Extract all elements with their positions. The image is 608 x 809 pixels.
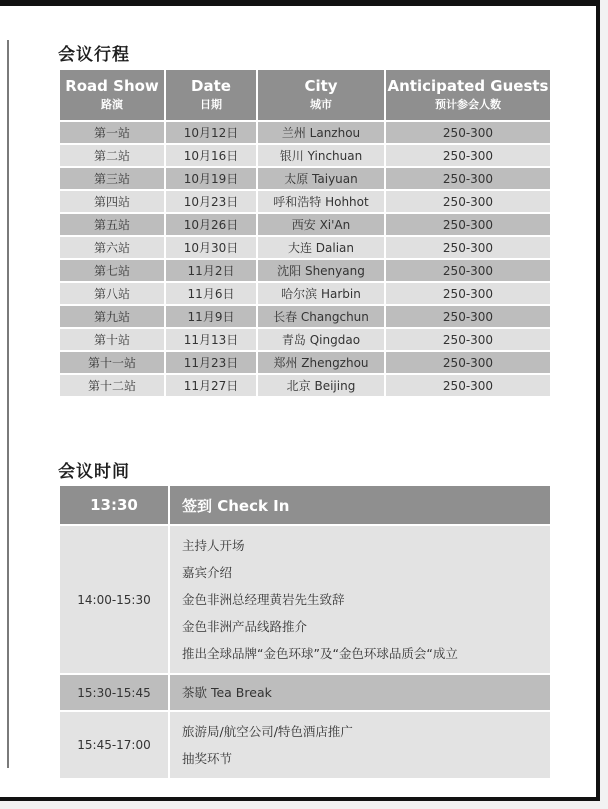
schedule-time: 14:00-15:30 [59,525,169,674]
date-cell: 11月13日 [165,328,257,351]
stop-cell: 第六站 [59,236,165,259]
table-row [59,305,551,328]
guests-cell: 250-300 [385,305,551,328]
guests-cell: 250-300 [385,351,551,374]
header-roadshow [59,69,165,121]
schedule-item: 旅游局/航空公司/特色酒店推广 [182,724,353,739]
table-row [59,121,551,144]
table-row [59,259,551,282]
itinerary-header-row [59,69,551,121]
date-cell: 11月6日 [165,282,257,305]
stop-cell: 第二站 [59,144,165,167]
date-cell: 10月16日 [165,144,257,167]
guests-cell: 250-300 [385,213,551,236]
table-row [59,328,551,351]
itinerary-title: 会议行程 [58,45,130,65]
schedule-item: 推出全球品牌“金色环球”及“金色环球品质会“成立 [182,646,458,661]
header-guests-zh: 预计参会人数 [435,98,501,111]
itinerary-table [58,68,552,398]
date-cell: 10月23日 [165,190,257,213]
header-city [257,69,385,121]
stop-cell: 第八站 [59,282,165,305]
guests-cell: 250-300 [385,167,551,190]
date-cell: 10月26日 [165,213,257,236]
guests-cell: 250-300 [385,121,551,144]
city-cell: 太原 Taiyuan [257,167,385,190]
schedule-header-row [59,485,551,525]
guests-cell: 250-300 [385,144,551,167]
date-cell: 11月2日 [165,259,257,282]
header-roadshow-zh: 路演 [101,98,123,111]
schedule-item: 茶歇 Tea Break [182,685,272,700]
schedule-item: 抽奖环节 [182,751,233,766]
guests-cell: 250-300 [385,259,551,282]
schedule-item: 主持人开场 [182,538,245,553]
date-cell: 11月27日 [165,374,257,397]
stop-cell: 第十一站 [59,351,165,374]
schedule-item: 金色非洲产品线路推介 [182,619,308,634]
guests-cell: 250-300 [385,236,551,259]
table-row [59,144,551,167]
header-roadshow-en: Road Show [65,77,159,95]
city-cell: 沈阳 Shenyang [257,259,385,282]
date-cell: 10月30日 [165,236,257,259]
schedule-time: 15:30-15:45 [59,674,169,711]
header-date-zh: 日期 [200,98,222,111]
schedule-activities [169,525,551,674]
checkin-time: 13:30 [59,485,169,525]
city-cell: 长春 Changchun [257,305,385,328]
city-cell: 北京 Beijing [257,374,385,397]
table-row [59,190,551,213]
stop-cell: 第三站 [59,167,165,190]
table-row [59,167,551,190]
city-cell: 青岛 Qingdao [257,328,385,351]
checkin-label: 签到 Check In [169,485,551,525]
stop-cell: 第十二站 [59,374,165,397]
table-row [59,282,551,305]
stop-cell: 第一站 [59,121,165,144]
header-date-en: Date [191,77,231,95]
schedule-activities [169,674,551,711]
table-row [59,351,551,374]
header-guests-en: Anticipated Guests [387,77,549,95]
header-city-zh: 城市 [310,98,332,111]
schedule-row [59,711,551,779]
table-row [59,236,551,259]
stop-cell: 第四站 [59,190,165,213]
guests-cell: 250-300 [385,282,551,305]
left-rule [7,40,9,768]
table-row [59,374,551,397]
city-cell: 银川 Yinchuan [257,144,385,167]
right-margin [600,0,608,809]
date-cell: 10月19日 [165,167,257,190]
header-city-en: City [304,77,338,95]
schedule-row [59,674,551,711]
schedule-item: 金色非洲总经理黄岩先生致辞 [182,592,345,607]
bottom-margin [0,801,608,809]
schedule-table [58,484,552,780]
city-cell: 大连 Dalian [257,236,385,259]
schedule-title: 会议时间 [58,462,130,482]
date-cell: 10月12日 [165,121,257,144]
header-date [165,69,257,121]
table-row [59,213,551,236]
guests-cell: 250-300 [385,374,551,397]
guests-cell: 250-300 [385,328,551,351]
schedule-item: 嘉宾介绍 [182,565,233,580]
schedule-activities [169,711,551,779]
header-guests [385,69,551,121]
city-cell: 呼和浩特 Hohhot [257,190,385,213]
schedule-time: 15:45-17:00 [59,711,169,779]
date-cell: 11月9日 [165,305,257,328]
city-cell: 兰州 Lanzhou [257,121,385,144]
stop-cell: 第七站 [59,259,165,282]
city-cell: 西安 Xi'An [257,213,385,236]
stop-cell: 第五站 [59,213,165,236]
schedule-row [59,525,551,674]
city-cell: 郑州 Zhengzhou [257,351,385,374]
date-cell: 11月23日 [165,351,257,374]
city-cell: 哈尔滨 Harbin [257,282,385,305]
guests-cell: 250-300 [385,190,551,213]
stop-cell: 第九站 [59,305,165,328]
stop-cell: 第十站 [59,328,165,351]
